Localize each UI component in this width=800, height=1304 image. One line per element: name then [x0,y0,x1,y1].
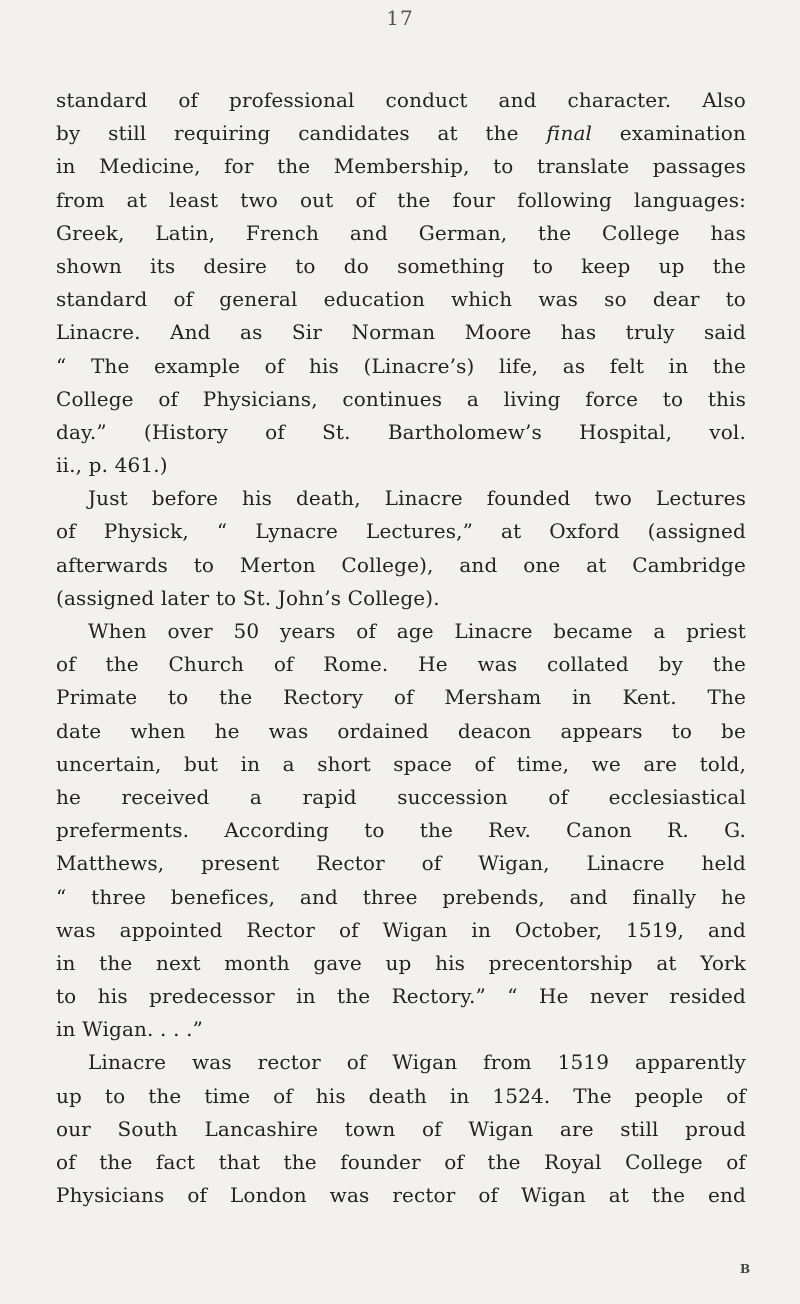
text-fragment: shown its desire to do something to keep up the [56,253,746,278]
text-line [56,1013,746,1046]
text-line [56,84,746,117]
text-fragment: Matthews, present Rector of Wigan, Linacre held [56,851,746,876]
text-fragment: examination [592,121,747,146]
text-fragment: of the fact that the founder of the Royal College of [56,1150,746,1174]
text-line [56,947,746,980]
text-line [56,449,746,482]
text-line [56,150,746,183]
text-line [56,715,746,748]
signature-mark: B [740,1262,751,1276]
text-line [56,515,746,548]
body-text [56,84,746,1212]
text-line [56,549,746,582]
text-fragment: “ The example of his (Linacre’s) life, as felt in the [56,353,746,378]
text-fragment: Primate to the Rectory of Mersham in Kent. The [56,685,746,710]
text-fragment: “ three benefices, and three prebends, and finally he [56,884,746,909]
text-line [56,648,746,681]
text-line [56,184,746,217]
text-fragment: Linacre. And as Sir Norman Moore has truly said [56,320,746,345]
text-fragment: to his predecessor in the Rectory.” “ He never resided [56,984,746,1009]
text-fragment: preferments. According to the Rev. Canon R. G. [56,818,746,843]
text-line [56,250,746,283]
text-fragment: was appointed Rector of Wigan in October, 1519, and [56,917,746,942]
text-fragment: When over 50 years of age Linacre became a priest [88,619,746,643]
text-line [56,781,746,814]
text-line [56,1179,746,1212]
text-fragment: from at least two out of the four following languages: [56,187,746,212]
text-fragment: Just before his death, Linacre founded two Lectures [88,486,746,511]
text-fragment: Linacre was rector of Wigan from 1519 apparently [88,1050,746,1075]
text-line [56,1146,746,1179]
text-fragment: in Wigan. . . .” [56,1017,203,1042]
text-fragment: up to the time of his death in 1524. The people of [56,1083,746,1108]
text-fragment: by still requiring candidates at the [56,121,547,146]
text-line [56,914,746,947]
text-line [56,117,746,150]
text-line [56,316,746,349]
text-line [56,1046,746,1079]
text-line [56,383,746,416]
text-line [56,1080,746,1113]
text-fragment: uncertain, but in a short space of time, we are told, [56,751,746,776]
text-fragment: ii., p. 461.) [56,453,168,478]
text-line [56,416,746,449]
text-fragment: (assigned later to St. John’s College). [56,585,440,610]
text-line [56,1113,746,1146]
text-line [56,350,746,383]
text-line [56,482,746,515]
text-line [56,283,746,316]
emphasized-word: final [546,121,593,146]
text-line [56,582,746,615]
text-line [56,980,746,1013]
text-line [56,847,746,880]
text-fragment: in the next month gave up his precentorship at York [56,950,746,975]
text-line [56,217,746,250]
text-fragment: of Physick, “ Lynacre Lectures,” at Oxford (assigned [56,519,746,544]
page-number: 17 [386,6,414,30]
text-fragment: day.” (History of St. Bartholomew’s Hospital, vol. [56,419,746,444]
text-line [56,881,746,914]
text-fragment: afterwards to Merton College), and one at Cambridge [56,552,746,577]
text-fragment: standard of professional conduct and character. Also [56,88,746,112]
text-fragment: standard of general education which was so dear to [56,287,746,312]
text-line [56,681,746,714]
text-fragment: Physicians of London was rector of Wigan at the end [56,1183,746,1208]
text-line [56,814,746,847]
text-fragment: College of Physicians, continues a living force to this [56,386,746,411]
text-fragment: in Medicine, for the Membership, to translate passages [56,154,746,179]
text-fragment: he received a rapid succession of ecclesiastical [56,784,746,809]
text-fragment: our South Lancashire town of Wigan are still proud [56,1116,746,1141]
text-fragment: date when he was ordained deacon appears to be [56,718,746,743]
text-line [56,748,746,781]
text-line [56,615,746,648]
text-fragment: Greek, Latin, French and German, the College has [56,220,746,245]
text-fragment: of the Church of Rome. He was collated by the [56,652,746,677]
